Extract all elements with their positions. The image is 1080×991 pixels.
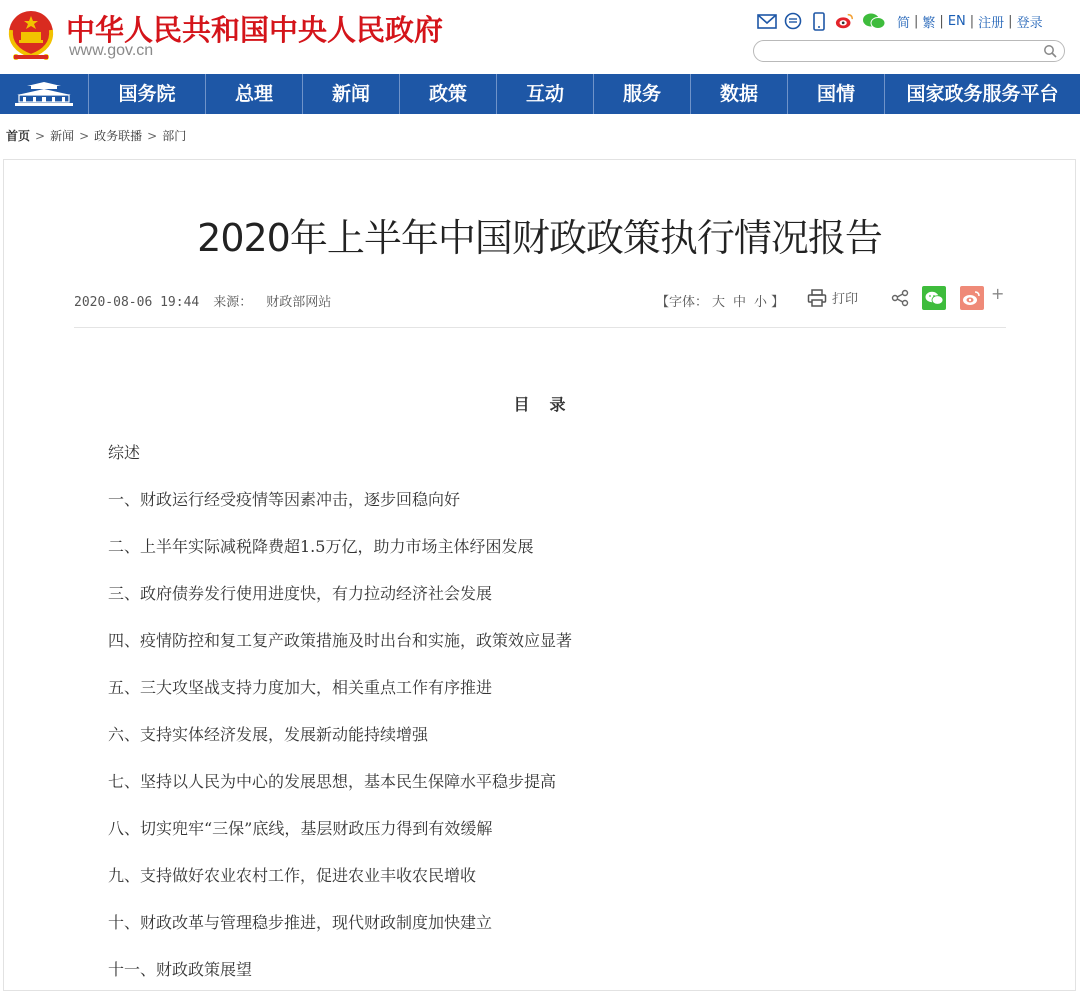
- nav-item-services[interactable]: 服务: [594, 74, 691, 114]
- mail-icon[interactable]: [757, 11, 777, 31]
- toc-item: 综述: [108, 443, 141, 462]
- toc-item: 七、坚持以人民为中心的发展思想，基本民生保障水平稳步提高: [108, 772, 557, 791]
- main-nav: [0, 74, 1080, 114]
- font-size-label: 【字体：: [656, 295, 709, 310]
- nav-item-national-conditions[interactable]: 国情: [788, 74, 885, 114]
- site-title[interactable]: 中华人民共和国中央人民政府: [66, 13, 444, 47]
- toc-item: 三、政府债券发行使用进度快，有力拉动经济社会发展: [108, 584, 493, 603]
- chevron-right-icon: >: [79, 128, 90, 143]
- search-input[interactable]: [764, 42, 1038, 61]
- toc-item: 八、切实兜牢“三保”底线，基层财政压力得到有效缓解: [108, 819, 493, 838]
- message-icon[interactable]: [783, 11, 803, 31]
- font-size-switcher: [656, 291, 784, 310]
- site-header: [0, 0, 1080, 74]
- nav-item-news[interactable]: 新闻: [303, 74, 400, 114]
- article-datetime: 2020-08-06 19:44: [74, 295, 200, 310]
- toc-item: 一、财政运行经受疫情等因素冲击，逐步回稳向好: [108, 490, 461, 509]
- mobile-icon[interactable]: [809, 11, 829, 31]
- login-link[interactable]: 登录: [1016, 15, 1043, 31]
- nav-item-premier[interactable]: 总理: [206, 74, 303, 114]
- print-icon: [807, 289, 827, 307]
- wechat-icon[interactable]: [861, 11, 887, 31]
- separator: |: [969, 13, 975, 29]
- meta-divider: [74, 327, 1006, 328]
- lang-traditional-link[interactable]: 繁: [922, 15, 936, 31]
- search-box: [753, 40, 1065, 62]
- toc-item: 二、上半年实际减税降费超1.5万亿，助力市场主体纾困发展: [108, 537, 534, 556]
- header-toolbar: [757, 10, 1047, 32]
- chevron-right-icon: >: [147, 128, 158, 143]
- nav-home-tiananmen-icon[interactable]: [0, 74, 89, 114]
- print-button[interactable]: [807, 288, 858, 307]
- toc-item: 十一、财政政策展望: [108, 960, 253, 979]
- toc-item: 九、支持做好农业农村工作，促进农业丰收农民增收: [108, 866, 477, 885]
- font-size-large-button[interactable]: 大: [712, 295, 726, 310]
- breadcrumb-home[interactable]: 首页: [6, 129, 31, 143]
- separator: |: [939, 13, 944, 29]
- toc-item: 五、三大攻坚战支持力度加大，相关重点工作有序推进: [108, 678, 493, 697]
- article-meta: [74, 291, 331, 310]
- font-size-medium-button[interactable]: 中: [733, 295, 747, 310]
- toc-item: 六、支持实体经济发展，发展新动能持续增强: [108, 725, 429, 744]
- site-domain: www.gov.cn: [69, 42, 154, 59]
- nav-item-interaction[interactable]: 互动: [497, 74, 594, 114]
- nav-item-state-council[interactable]: 国务院: [89, 74, 206, 114]
- search-icon[interactable]: [1041, 42, 1058, 59]
- article-source-label: 来源：: [213, 295, 253, 310]
- print-label: 打印: [832, 292, 859, 307]
- breadcrumb-news[interactable]: 新闻: [50, 129, 75, 143]
- toc-item: 四、疫情防控和复工复产政策措施及时出台和实施，政策效应显著: [108, 631, 573, 650]
- lang-simplified-link[interactable]: 简: [897, 15, 911, 31]
- share-icon[interactable]: [891, 289, 909, 307]
- lang-english-link[interactable]: EN: [947, 13, 966, 29]
- separator: |: [1008, 13, 1013, 29]
- more-share-icon[interactable]: +: [991, 284, 1005, 303]
- wechat-share-icon[interactable]: [922, 286, 946, 310]
- nav-item-data[interactable]: 数据: [691, 74, 788, 114]
- article-title: 2020年上半年中国财政政策执行情况报告: [197, 216, 882, 260]
- toc-title: 目录: [513, 395, 586, 414]
- font-size-small-button[interactable]: 小: [754, 295, 768, 310]
- nav-item-policy[interactable]: 政策: [400, 74, 497, 114]
- article-panel: [3, 159, 1076, 991]
- nav-item-gov-service-platform[interactable]: 国家政务服务平台: [906, 83, 1059, 105]
- weibo-share-icon[interactable]: [960, 286, 984, 310]
- breadcrumb: [6, 127, 186, 144]
- font-size-close-bracket: 】: [771, 295, 785, 310]
- article-source[interactable]: 财政部网站: [266, 295, 332, 310]
- separator: |: [914, 13, 919, 29]
- national-emblem-logo[interactable]: [6, 8, 56, 62]
- weibo-icon[interactable]: [835, 11, 855, 31]
- register-link[interactable]: 注册: [978, 15, 1005, 31]
- chevron-right-icon: >: [35, 128, 46, 143]
- breadcrumb-gov-affairs[interactable]: 政务联播: [94, 129, 143, 143]
- toc-item: 十、财政改革与管理稳步推进，现代财政制度加快建立: [108, 913, 493, 932]
- breadcrumb-departments[interactable]: 部门: [162, 129, 187, 143]
